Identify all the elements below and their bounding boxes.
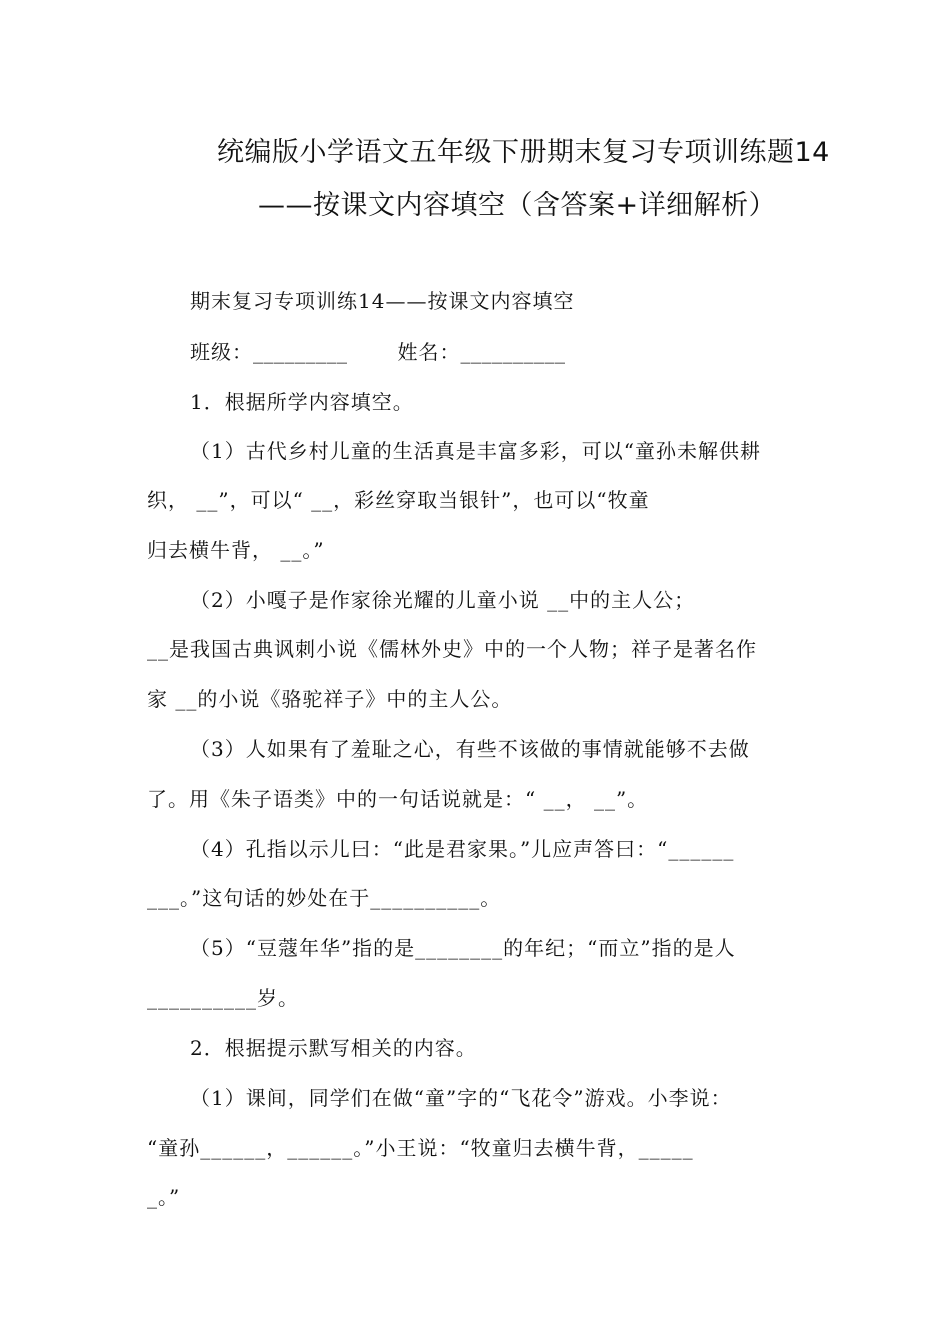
text-line: __是我国古典讽刺小说《儒林外史》中的一个人物；祥子是著名作 [147, 637, 757, 661]
text-line: （3）人如果有了羞耻之心，有些不该做的事情就能够不去做 [190, 737, 750, 761]
text-line: （5）“豆蔻年华”指的是________的年纪；“而立”指的是人 [190, 936, 736, 960]
text-line: （1）课间，同学们在做“童”字的“飞花令”游戏。小李说： [190, 1086, 732, 1110]
text-line: 家 __的小说《骆驼祥子》中的主人公。 [147, 687, 513, 711]
class-blank: _________ [253, 340, 348, 364]
text-line: 织， __”，可以“ __，彩丝穿取当银针”，也可以“牧童 [147, 488, 650, 512]
class-name-row [190, 337, 566, 367]
text-line: （1）古代乡村儿童的生活真是丰富多彩，可以“童孙未解供耕 [190, 439, 761, 463]
question-1-heading: 1．根据所学内容填空。 [190, 390, 414, 414]
document-title-line-1: 统编版小学语文五年级下册期末复习专项训练题14 [217, 137, 830, 168]
text-line: _。” [147, 1185, 181, 1209]
text-line: （2）小嘎子是作家徐光耀的儿童小说 __中的主人公； [190, 588, 696, 612]
text-line: 了。用《朱子语类》中的一句话说就是：“ __， __”。 [147, 787, 649, 811]
text-line: ___。”这句话的妙处在于__________。 [147, 886, 502, 910]
question-2-heading: 2．根据提示默写相关的内容。 [190, 1036, 477, 1060]
class-label: 班级： [190, 340, 253, 364]
text-line: （4）孔指以示儿曰：“此是君家果。”儿应声答曰：“______ [190, 837, 735, 861]
name-label: 姓名： [397, 340, 461, 364]
exercise-subtitle: 期末复习专项训练14——按课文内容填空 [190, 289, 575, 313]
text-line: __________岁。 [147, 986, 299, 1010]
text-line: “童孙______，______。”小王说：“牧童归去横牛背，_____ [147, 1136, 694, 1160]
text-line: 归去横牛背， __。” [147, 538, 325, 562]
document-title-line-2: ——按课文内容填空（含答案+详细解析） [258, 190, 777, 221]
name-blank: __________ [460, 340, 566, 364]
